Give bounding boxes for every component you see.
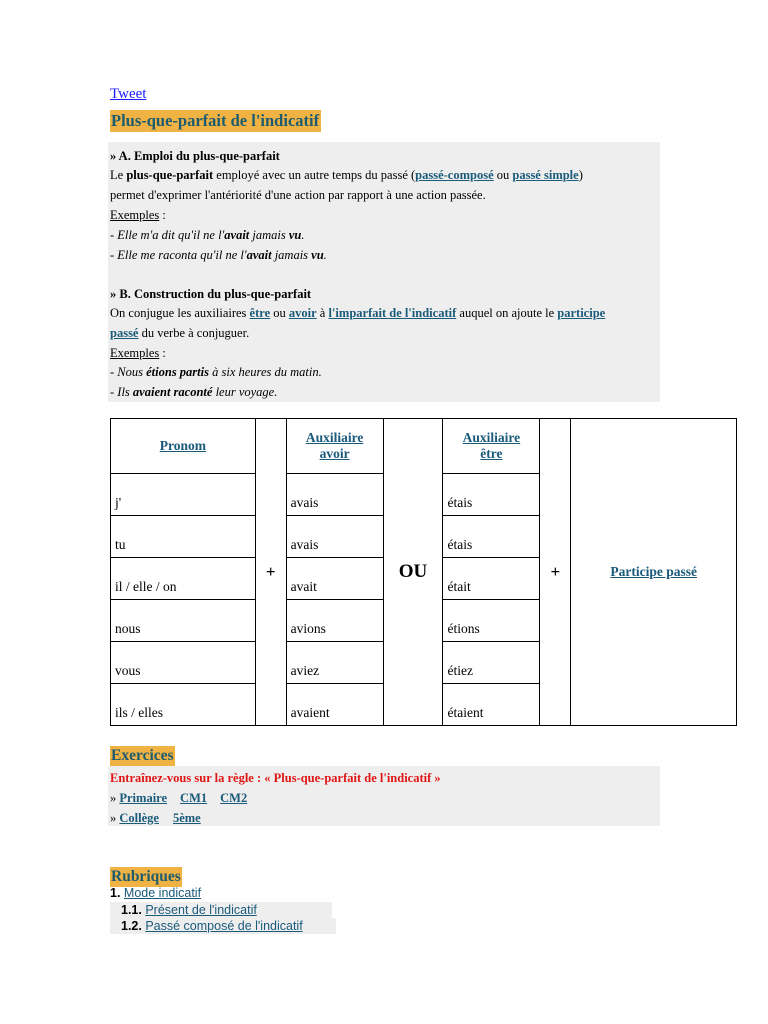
link-present-indicatif[interactable]: Présent de l'indicatif bbox=[145, 903, 257, 917]
etre-cell: étaient bbox=[443, 684, 540, 726]
link-pronom[interactable]: Pronom bbox=[159, 438, 206, 453]
tweet-link[interactable]: Tweet bbox=[110, 86, 147, 102]
header-pronom bbox=[111, 419, 256, 474]
section-a-examples-label bbox=[110, 205, 166, 225]
avoir-cell: avaient bbox=[286, 684, 383, 726]
link-auxiliaire-etre[interactable] bbox=[463, 430, 521, 461]
avoir-cell: aviez bbox=[286, 642, 383, 684]
text: auquel on ajoute le bbox=[456, 306, 558, 320]
link-5eme[interactable]: 5ème bbox=[172, 811, 201, 825]
rubriques-heading: Rubriques bbox=[111, 868, 181, 885]
plus-sign-2: + bbox=[540, 419, 571, 726]
section-b-line2 bbox=[110, 323, 249, 343]
section-b-example2 bbox=[110, 382, 277, 402]
text: avaient raconté bbox=[132, 385, 213, 399]
section-a-example1 bbox=[110, 225, 304, 245]
text: . bbox=[323, 248, 327, 262]
text: - Elle m'a dit qu'il ne l' bbox=[110, 228, 225, 242]
item-number: 1.1. bbox=[121, 903, 142, 917]
text: étions partis bbox=[146, 365, 209, 379]
text: à bbox=[316, 306, 329, 320]
conjugation-table bbox=[110, 418, 737, 726]
text: ) bbox=[578, 168, 583, 182]
text: ou bbox=[493, 168, 513, 182]
text: - Nous bbox=[110, 365, 147, 379]
exercices-heading: Exercices bbox=[111, 747, 174, 764]
text: ou bbox=[270, 306, 289, 320]
link-mode-indicatif[interactable]: Mode indicatif bbox=[123, 886, 202, 900]
text: avait bbox=[224, 228, 250, 242]
pronom-cell: il / elle / on bbox=[111, 558, 256, 600]
pronom-cell: nous bbox=[111, 600, 256, 642]
text: : bbox=[159, 346, 166, 360]
header-auxiliaire-avoir bbox=[286, 419, 383, 474]
text: Le bbox=[110, 168, 127, 182]
text: Auxiliaire bbox=[305, 430, 364, 445]
page-title: Plus-que-parfait de l'indicatif bbox=[111, 111, 320, 130]
text: - Elle me raconta qu'il ne l' bbox=[110, 248, 247, 262]
rubrique-item-1 bbox=[110, 885, 201, 901]
rubrique-item-1-1 bbox=[121, 902, 257, 918]
avoir-cell: avions bbox=[286, 600, 383, 642]
arrow-icon: » bbox=[110, 791, 120, 805]
link-imparfait[interactable]: l'imparfait de l'indicatif bbox=[328, 306, 457, 320]
etre-cell: étions bbox=[443, 600, 540, 642]
link-participe-passe[interactable]: Participe passé bbox=[610, 564, 697, 579]
link-auxiliaire-avoir[interactable] bbox=[306, 430, 364, 461]
pronom-cell: ils / elles bbox=[111, 684, 256, 726]
exercices-intro: Entraînez-vous sur la règle : « Plus-que-parfait de l'indicatif » bbox=[110, 771, 441, 785]
plus-sign-1: + bbox=[255, 419, 286, 726]
text: employé avec un autre temps du passé ( bbox=[213, 168, 416, 182]
text: leur voyage. bbox=[212, 385, 278, 399]
table-header-row bbox=[111, 419, 737, 474]
header-auxiliaire-etre bbox=[443, 419, 540, 474]
section-a-line2: permet d'exprimer l'antériorité d'une action par rapport à une action passée. bbox=[110, 188, 486, 202]
avoir-cell: avais bbox=[286, 516, 383, 558]
etre-cell: étais bbox=[443, 474, 540, 516]
pronom-cell: j' bbox=[111, 474, 256, 516]
term-plus-que-parfait: plus-que-parfait bbox=[126, 168, 214, 182]
text: à six heures du matin. bbox=[209, 365, 322, 379]
text: vu bbox=[311, 248, 324, 262]
text: vu bbox=[288, 228, 302, 242]
arrow-icon: » bbox=[110, 811, 120, 825]
exercices-college-line bbox=[110, 808, 201, 828]
examples-label: Exemples bbox=[110, 346, 160, 360]
link-avoir[interactable]: avoir bbox=[288, 306, 317, 320]
text: . bbox=[301, 228, 305, 242]
pronom-cell: tu bbox=[111, 516, 256, 558]
etre-cell: était bbox=[443, 558, 540, 600]
link-passe-simple[interactable]: passé simple bbox=[512, 168, 579, 182]
rubrique-item-1-2 bbox=[121, 918, 303, 934]
section-b-example1 bbox=[110, 362, 322, 382]
text: jamais bbox=[249, 228, 289, 242]
avoir-cell: avais bbox=[286, 474, 383, 516]
link-passe-compose[interactable]: passé-composé bbox=[415, 168, 494, 182]
link-college[interactable]: Collège bbox=[119, 811, 159, 825]
section-b-examples-label bbox=[110, 343, 166, 363]
item-number: 1. bbox=[110, 886, 121, 900]
exercices-primaire-line bbox=[110, 788, 247, 808]
link-passe[interactable]: passé bbox=[110, 326, 139, 340]
text: jamais bbox=[271, 248, 312, 262]
item-number: 1.2. bbox=[121, 919, 142, 933]
section-a-heading: » A. Emploi du plus-que-parfait bbox=[110, 149, 280, 163]
ou-label: OU bbox=[383, 419, 443, 726]
text: avait bbox=[246, 248, 272, 262]
text: du verbe à conjuguer. bbox=[138, 326, 250, 340]
text: On conjugue les auxiliaires bbox=[110, 306, 250, 320]
text: avoir bbox=[319, 446, 350, 461]
examples-label: Exemples bbox=[110, 208, 160, 222]
participe-passe-cell bbox=[571, 419, 737, 726]
link-cm1[interactable]: CM1 bbox=[180, 791, 208, 805]
text: : bbox=[159, 208, 166, 222]
section-b-heading: » B. Construction du plus-que-parfait bbox=[110, 287, 312, 301]
link-primaire[interactable]: Primaire bbox=[119, 791, 168, 805]
text: être bbox=[480, 446, 503, 461]
link-participe[interactable]: participe bbox=[557, 306, 606, 320]
section-a-example2 bbox=[110, 245, 327, 265]
section-b-line1 bbox=[110, 303, 605, 323]
etre-cell: étiez bbox=[443, 642, 540, 684]
avoir-cell: avait bbox=[286, 558, 383, 600]
text: Auxiliaire bbox=[462, 430, 521, 445]
link-passe-compose-indicatif[interactable]: Passé composé de l'indicatif bbox=[145, 919, 303, 933]
text: - Ils bbox=[110, 385, 133, 399]
etre-cell: étais bbox=[443, 516, 540, 558]
link-etre[interactable]: être bbox=[249, 306, 271, 320]
pronom-cell: vous bbox=[111, 642, 256, 684]
link-cm2[interactable]: CM2 bbox=[220, 791, 248, 805]
section-a-line1 bbox=[110, 165, 583, 185]
